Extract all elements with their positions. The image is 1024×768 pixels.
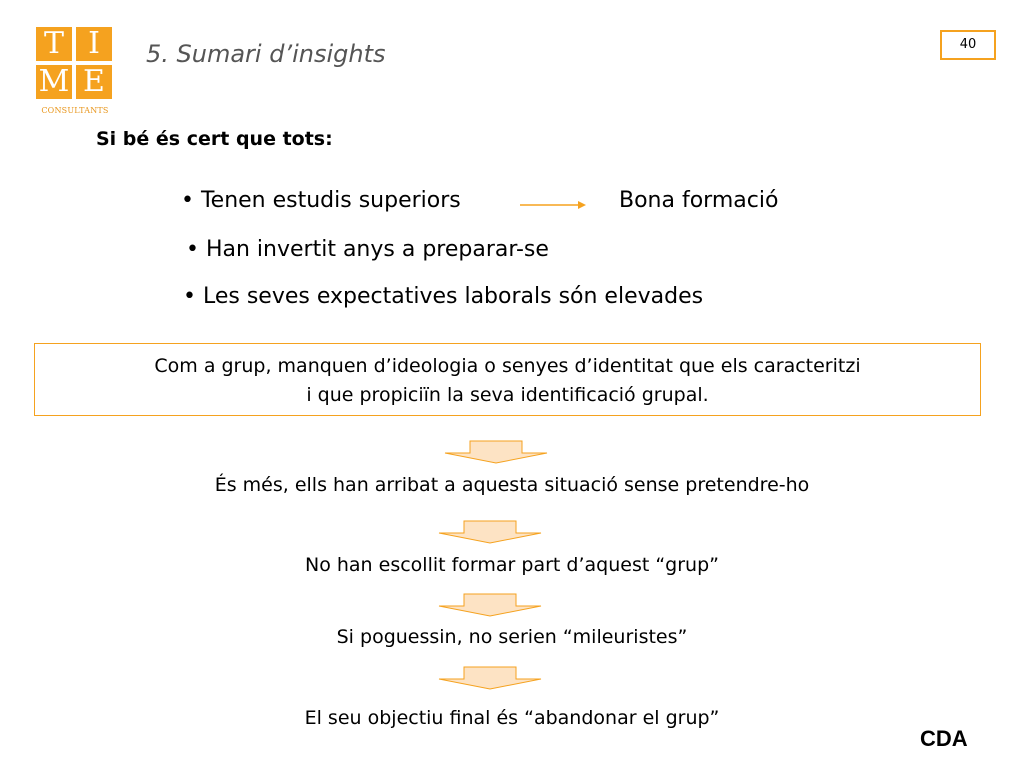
logo-letter-m: M bbox=[36, 65, 72, 99]
bullet-item: • Les seves expectatives laborals són elevades bbox=[183, 284, 704, 309]
logo-letter-i: I bbox=[76, 27, 112, 61]
callout-box bbox=[34, 343, 981, 416]
down-arrow-icon bbox=[437, 520, 543, 544]
logo-subtitle: CONSULTANTS bbox=[41, 106, 109, 115]
logo-letter-grid bbox=[36, 27, 114, 99]
time-consultants-logo bbox=[36, 27, 114, 119]
arrow-right-icon bbox=[520, 199, 586, 211]
bullet-item: • Han invertit anys a preparar-se bbox=[186, 237, 549, 262]
logo-letter-e: E bbox=[76, 65, 112, 99]
page-number-badge: 40 bbox=[940, 30, 996, 60]
callout-line: i que propiciïn la seva identificació grupal. bbox=[306, 384, 709, 406]
flow-step: Si poguessin, no serien “mileuristes” bbox=[336, 626, 688, 648]
down-arrow-icon bbox=[437, 666, 543, 690]
bullet-item: • Tenen estudis superiors bbox=[181, 188, 461, 213]
bullet-result: Bona formació bbox=[619, 188, 779, 213]
flow-step: El seu objectiu final és “abandonar el grup” bbox=[304, 707, 720, 729]
footer-label: CDA bbox=[920, 726, 968, 751]
intro-heading: Si bé és cert que tots: bbox=[96, 128, 333, 150]
flow-step: No han escollit formar part d’aquest “grup” bbox=[304, 554, 719, 576]
flow-step: És més, ells han arribat a aquesta situació sense pretendre-ho bbox=[214, 474, 810, 496]
logo-letter-t: T bbox=[36, 27, 72, 61]
slide-title: 5. Sumari d’insights bbox=[146, 40, 386, 68]
down-arrow-icon bbox=[437, 593, 543, 617]
down-arrow-icon bbox=[443, 440, 549, 464]
callout-line: Com a grup, manquen d’ideologia o senyes d’identitat que els caracteritzi bbox=[154, 355, 861, 377]
